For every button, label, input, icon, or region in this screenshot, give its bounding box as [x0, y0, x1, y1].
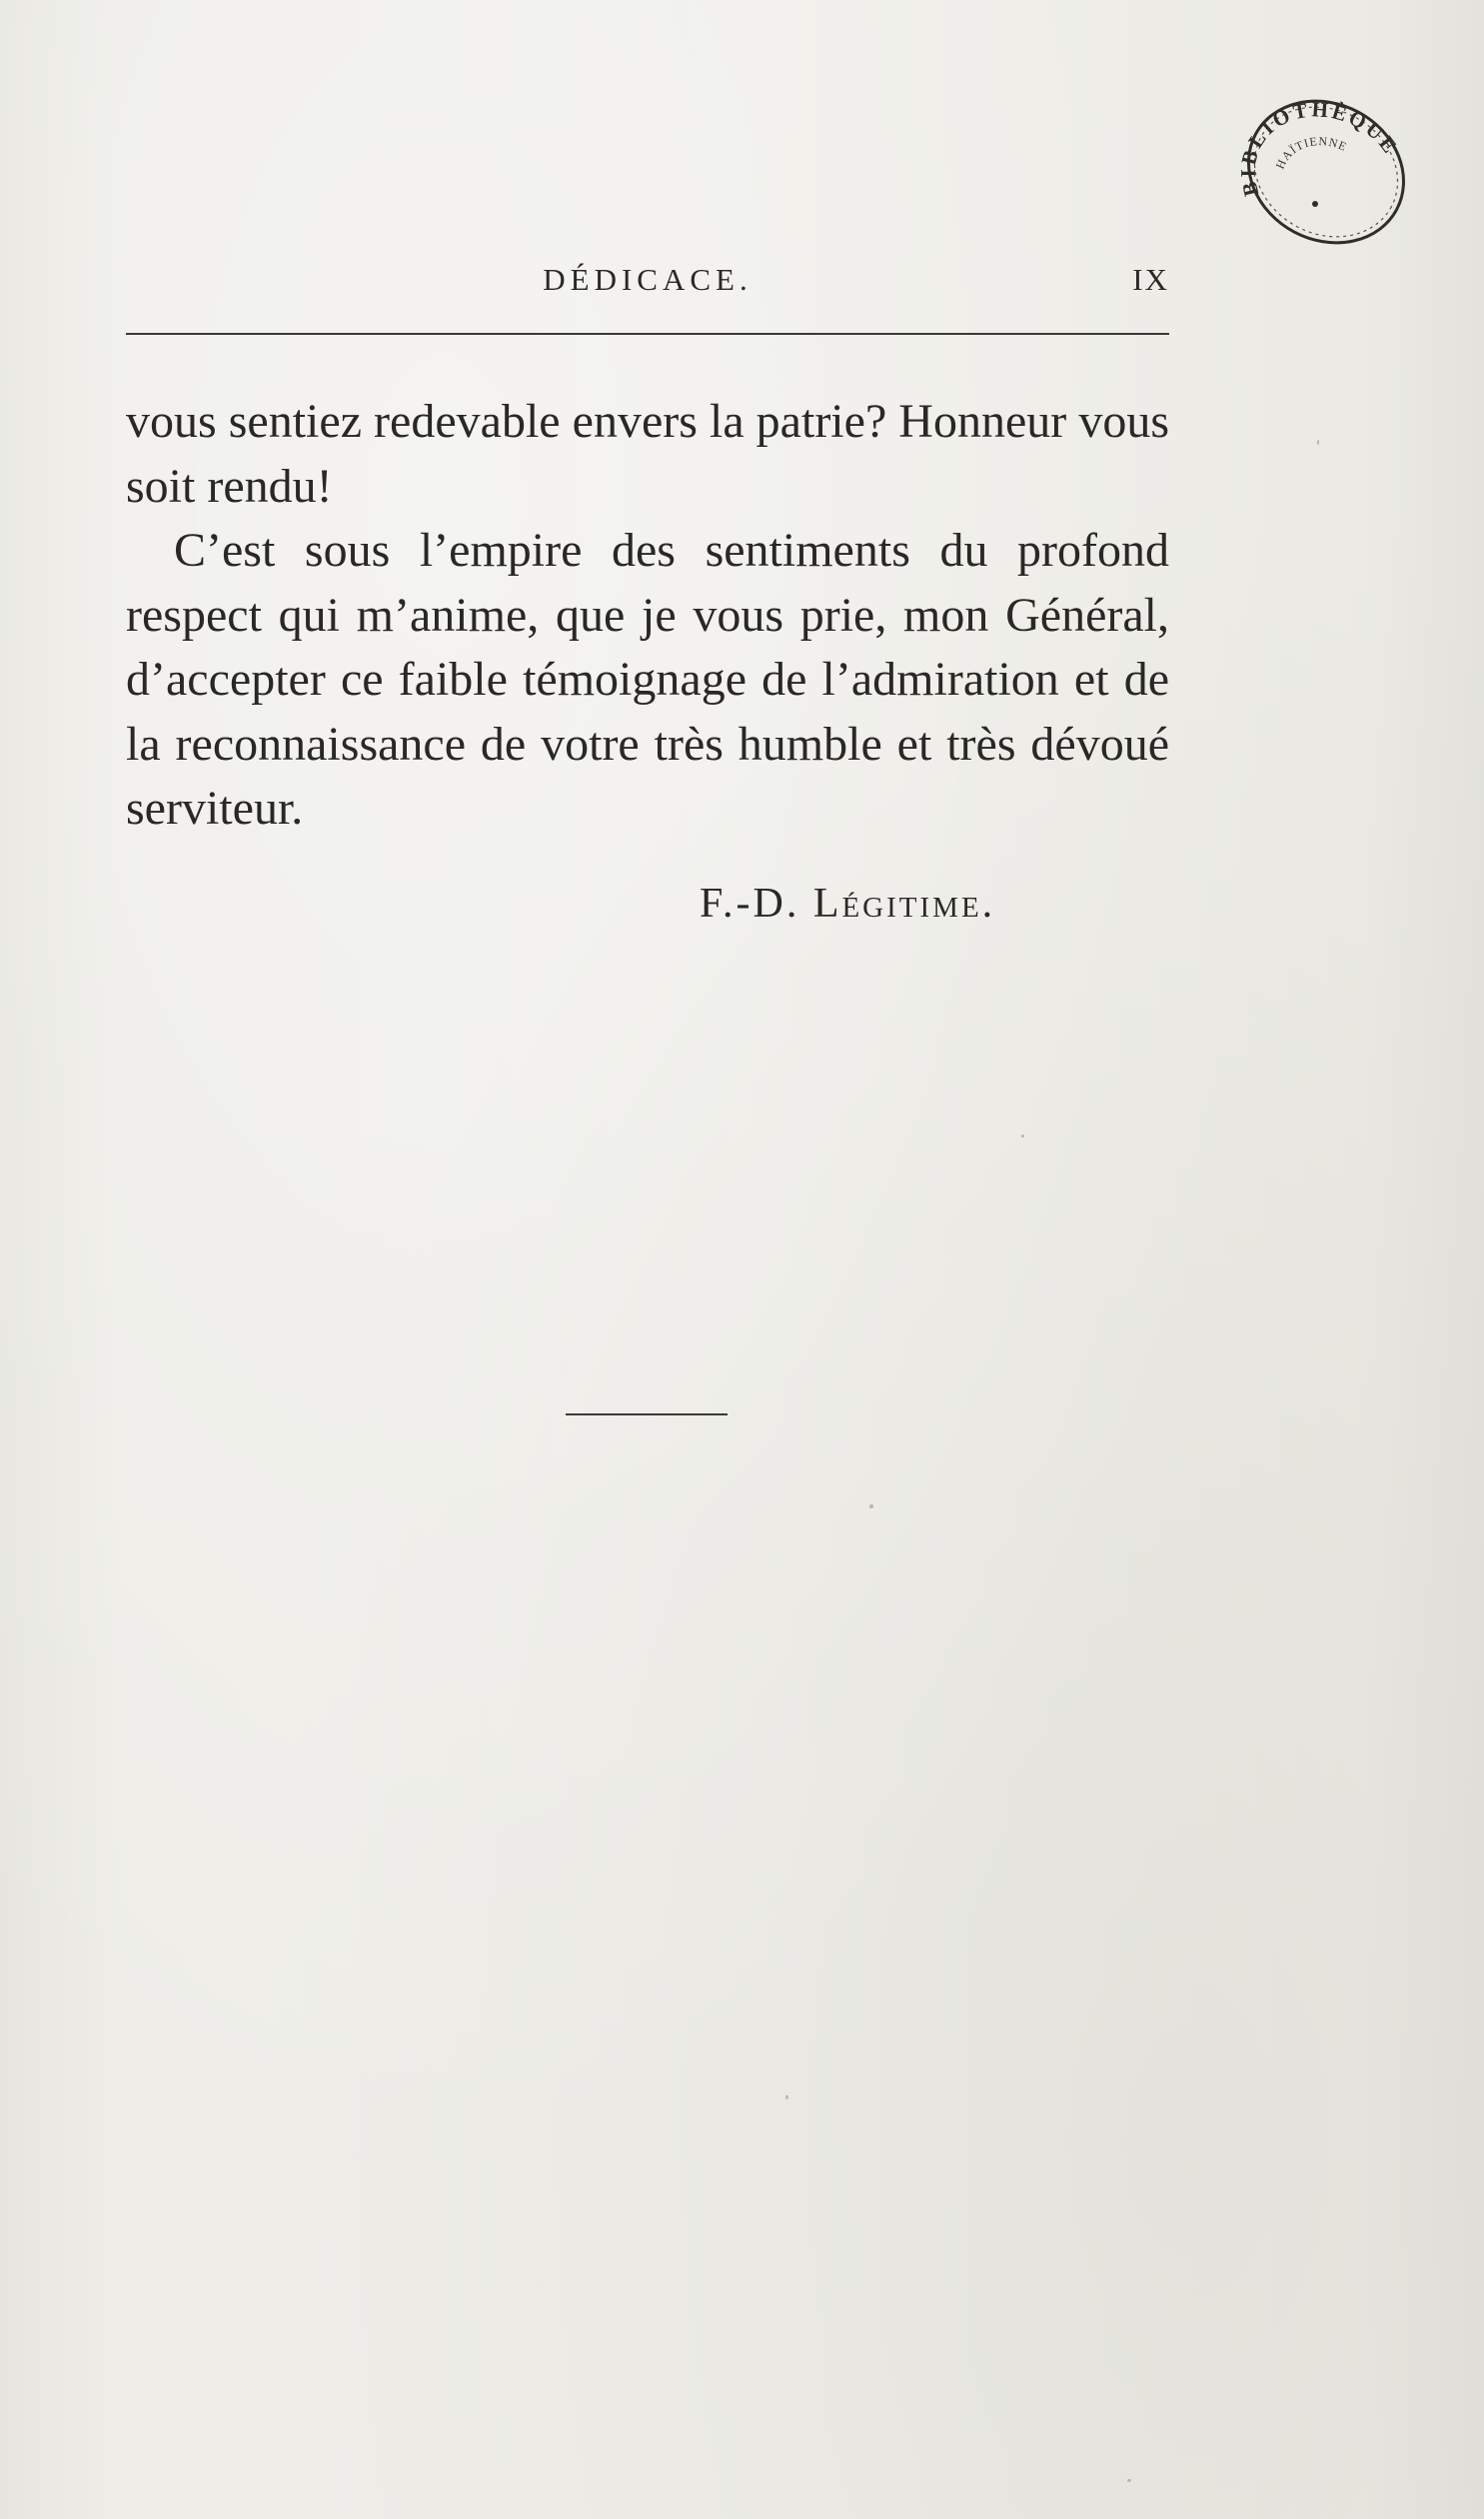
running-title: DÉDICACE.	[543, 262, 752, 297]
paper-speck	[1021, 1135, 1024, 1138]
paper-speck	[785, 2095, 788, 2099]
stamp-inner-text: HAÏTIENNE	[1272, 134, 1350, 172]
paragraph-1: vous sentiez redevable envers la patrie? Honneur vous soit rendu!	[126, 395, 1169, 513]
paper-speck	[1127, 2479, 1131, 2482]
header-rule	[126, 333, 1169, 335]
stamp-text: BIBLIOTHÈQUE	[1235, 97, 1404, 199]
paragraph-2: C’est sous l’empire des sentiments du profond respect qui m’anime, que je vous prie, mon Général, d’accepter ce faible témoignage de l’admiration et de la reconnaissance de votre très humble et très dévoué serviteur.	[126, 524, 1169, 835]
signature: F.-D. Légitime.	[700, 881, 996, 927]
paper-speck	[1317, 440, 1319, 445]
paper-speck	[869, 1504, 873, 1508]
svg-text:HAÏTIENNE	[1273, 134, 1350, 171]
dedication-text	[126, 390, 1169, 842]
running-head	[126, 262, 1169, 302]
closing-rule	[566, 1413, 728, 1415]
page-number: IX	[1132, 262, 1169, 297]
library-stamp	[1231, 82, 1421, 262]
